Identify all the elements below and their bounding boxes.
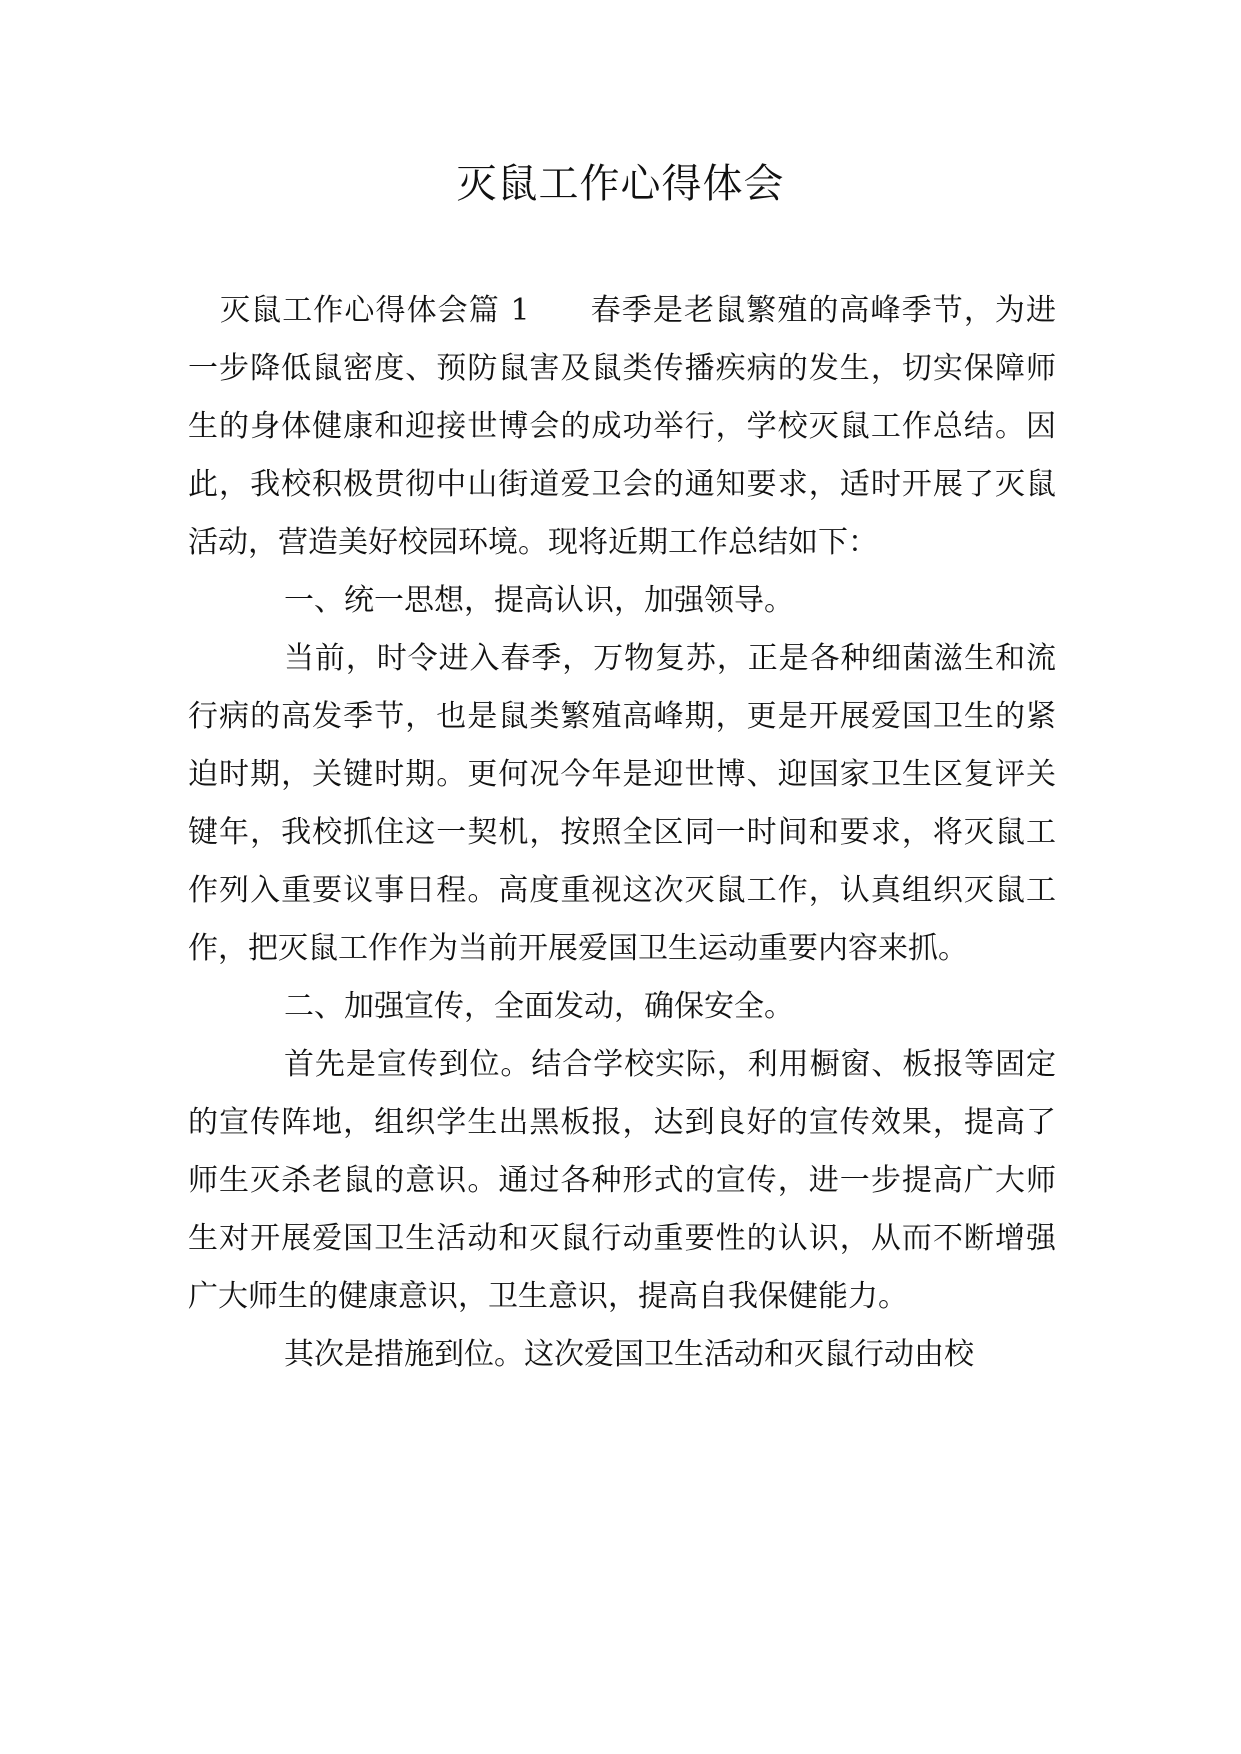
paragraph-2: 当前，时令进入春季，万物复苏，正是各种细菌滋生和流行病的高发季节，也是鼠类繁殖高峰期，更是开展爱国卫生的紧迫时期，关键时期。更何况今年是迎世博、迎国家卫生区复评关键年，我校抓住这一契机，按照全区同一时间和要求，将灭鼠工作列入重要议事日程。高度重视这次灭鼠工作，认真组织灭鼠工作，把灭鼠工作作为当前开展爱国卫生运动重要内容来抓。 [188, 641, 1056, 966]
paragraph-3: 首先是宣传到位。结合学校实际，利用橱窗、板报等固定的宣传阵地，组织学生出黑板报，达到良好的宣传效果，提高了师生灭杀老鼠的意识。通过各种形式的宣传，进一步提高广大师生对开展爱国卫生活动和灭鼠行动重要性的认识，从而不断增强广大师生的健康意识，卫生意识，提高自我保健能力。 [188, 1047, 1056, 1314]
paragraph-1-text: 春季是老鼠繁殖的高峰季节，为进一步降低鼠密度、预防鼠害及鼠类传播疾病的发生，切实保障师生的身体健康和迎接世博会的成功举行，学校灭鼠工作总结。因此，我校积极贯彻中山街道爱卫会的通知要求，适时开展了灭鼠活动，营造美好校园环境。现将近期工作总结如下： [188, 293, 1057, 560]
intro-label: 灭鼠工作心得体会篇 1 [220, 293, 530, 328]
document-title: 灭鼠工作心得体会 [456, 161, 785, 207]
paragraph-intro [188, 282, 1056, 572]
paragraph-4: 其次是措施到位。这次爱国卫生活动和灭鼠行动由校 [284, 1337, 974, 1372]
section-heading-2: 二、加强宣传，全面发动，确保安全。 [284, 989, 794, 1024]
section-heading-1: 一、统一思想，提高认识，加强领导。 [284, 583, 794, 618]
document-body [188, 282, 1056, 1384]
